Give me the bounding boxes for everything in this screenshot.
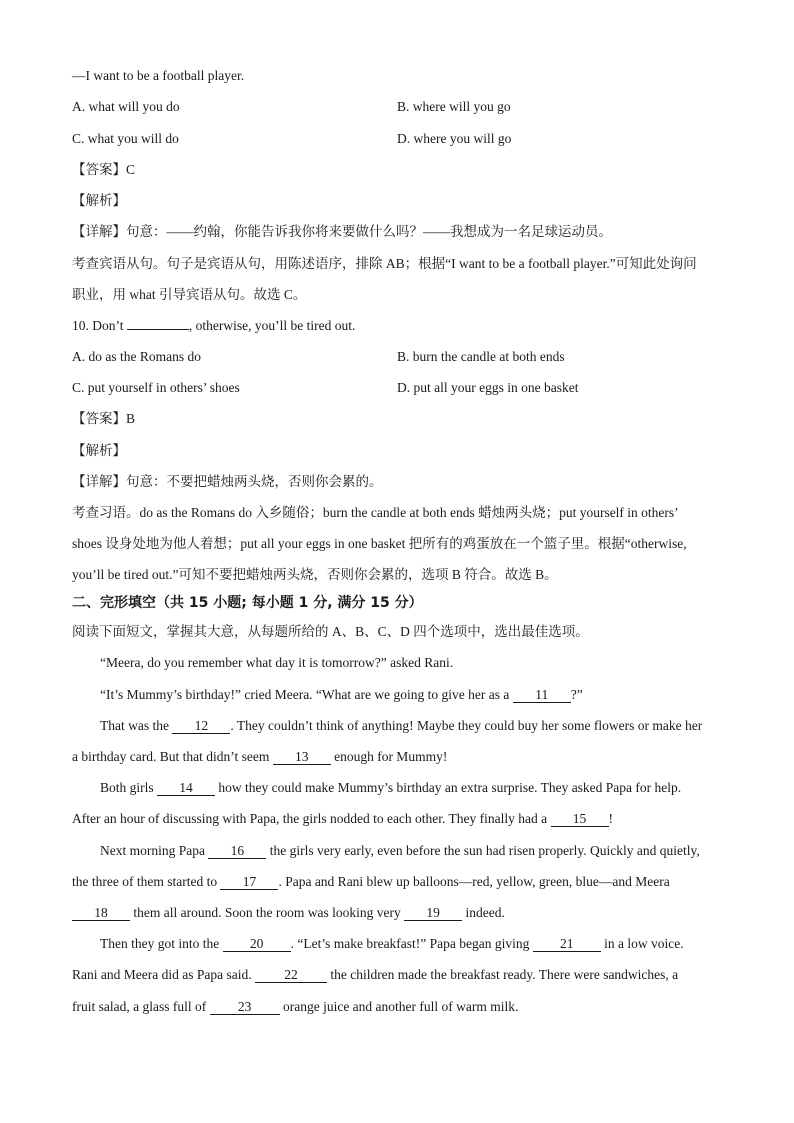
q9-explanation-2: 职业，用 what 引导宾语从句。故选 C。 xyxy=(72,287,307,302)
passage-paragraph-2 xyxy=(100,686,760,704)
passage-paragraph-6-cont xyxy=(72,966,732,984)
q10-explanation-2: shoes 设身处地为他人着想；put all your eggs in one basket 把所有的鸡蛋放在一个篮子里。根据“otherwise, xyxy=(72,536,687,551)
q10-stem-start: 10. Don’t xyxy=(72,318,127,333)
blank-22: 22 xyxy=(255,967,327,983)
blank-15: 15 xyxy=(551,811,609,827)
blank-12: 12 xyxy=(172,718,230,734)
passage-paragraph-5-cont2 xyxy=(72,904,732,922)
q10-option-b: B. burn the candle at both ends xyxy=(397,349,565,364)
blank-19: 19 xyxy=(404,905,462,921)
q10-blank xyxy=(127,329,189,330)
passage-paragraph-5-cont xyxy=(72,873,732,891)
q9-option-b: B. where will you go xyxy=(397,99,511,114)
blank-21: 21 xyxy=(533,936,601,952)
passage-text: After an hour of discussing with Papa, the girls nodded to each other. They finally had a xyxy=(72,811,551,826)
passage-paragraph-4 xyxy=(100,779,760,797)
blank-18: 18 xyxy=(72,905,130,921)
q10-detail: 【详解】句意：不要把蜡烛两头烧，否则你会累的。 xyxy=(72,474,383,489)
passage-text: That was the xyxy=(100,718,173,733)
passage-text: “It’s Mummy’s birthday!” cried Meera. “What are we going to give her as a xyxy=(100,687,513,702)
passage-text: them all around. Soon the room was looking very xyxy=(130,905,405,920)
section-2-instruction: 阅读下面短文，掌握其大意，从每题所给的 A、B、C、D 四个选项中，选出最佳选项。 xyxy=(72,624,589,639)
section-2-title: 二、完形填空（共 15 小题; 每小题 1 分, 满分 15 分） xyxy=(72,595,423,611)
q10-option-a: A. do as the Romans do xyxy=(72,349,201,364)
passage-text: . They couldn’t think of anything! Maybe they could buy her some flowers or make her xyxy=(230,718,703,733)
q10-answer: 【答案】B xyxy=(72,411,136,426)
passage-text: in a low voice. xyxy=(600,936,684,951)
q9-analysis-heading: 【解析】 xyxy=(72,193,126,208)
passage-paragraph-4-cont xyxy=(72,810,732,828)
passage-text: the girls very early, even before the sun had risen properly. Quickly and quietly, xyxy=(266,843,700,858)
q9-answer: 【答案】C xyxy=(72,162,136,177)
blank-13: 13 xyxy=(273,749,331,765)
passage-paragraph-6-cont2 xyxy=(72,998,732,1016)
passage-text: indeed. xyxy=(462,905,505,920)
q10-stem xyxy=(72,317,732,335)
blank-14: 14 xyxy=(157,780,215,796)
blank-20: 20 xyxy=(223,936,291,952)
passage-text: the three of them started to xyxy=(72,874,221,889)
passage-text: ! xyxy=(608,811,614,826)
passage-text: Rani and Meera did as Papa said. xyxy=(72,967,255,982)
passage-text: enough for Mummy! xyxy=(330,749,448,764)
q10-explanation-1: 考查习语。do as the Romans do 入乡随俗；burn the candle at both ends 蜡烛两头烧；put yourself in others’ xyxy=(72,505,679,520)
passage-paragraph-6 xyxy=(100,935,760,953)
q9-explanation-1: 考查宾语从句。句子是宾语从句，用陈述语序，排除 AB；根据“I want to be a football player.”可知此处询问 xyxy=(72,256,697,271)
q9-option-d: D. where you will go xyxy=(397,131,512,146)
blank-23: 23 xyxy=(210,999,280,1015)
passage-text: a birthday card. But that didn’t seem xyxy=(72,749,273,764)
passage-text: . Papa and Rani blew up balloons—red, yellow, green, blue—and Meera xyxy=(278,874,670,889)
q10-option-d: D. put all your eggs in one basket xyxy=(397,380,579,395)
passage-text: Next morning Papa xyxy=(100,843,209,858)
passage-text: Then they got into the xyxy=(100,936,223,951)
passage-text: the children made the breakfast ready. There were sandwiches, a xyxy=(326,967,679,982)
q9-option-a: A. what will you do xyxy=(72,99,180,114)
passage-text: fruit salad, a glass full of xyxy=(72,999,210,1014)
q9-detail: 【详解】句意：——约翰，你能告诉我你将来要做什么吗？——我想成为一名足球运动员。 xyxy=(72,224,612,239)
passage-paragraph-3-cont xyxy=(72,748,732,766)
passage-paragraph-1: “Meera, do you remember what day it is tomorrow?” asked Rani. xyxy=(100,655,454,670)
q10-stem-end: , otherwise, you’ll be tired out. xyxy=(188,318,356,333)
blank-11: 11 xyxy=(513,687,571,703)
passage-paragraph-3 xyxy=(100,717,760,735)
blank-16: 16 xyxy=(208,843,266,859)
passage-text: Both girls xyxy=(100,780,158,795)
q10-option-c: C. put yourself in others’ shoes xyxy=(72,380,240,395)
blank-17: 17 xyxy=(220,874,278,890)
passage-text: . “Let’s make breakfast!” Papa began giving xyxy=(290,936,533,951)
passage-text: ?” xyxy=(570,687,583,702)
q10-analysis-heading: 【解析】 xyxy=(72,443,126,458)
q9-answer-line: —I want to be a football player. xyxy=(72,68,245,83)
q9-option-c: C. what you will do xyxy=(72,131,179,146)
passage-paragraph-5 xyxy=(100,842,760,860)
passage-text: how they could make Mummy’s birthday an extra surprise. They asked Papa for help. xyxy=(215,780,682,795)
passage-text: orange juice and another full of warm milk. xyxy=(279,999,519,1014)
q10-explanation-3: you’ll be tired out.”可知不要把蜡烛两头烧，否则你会累的，选项 B 符合。故选 B。 xyxy=(72,567,558,582)
